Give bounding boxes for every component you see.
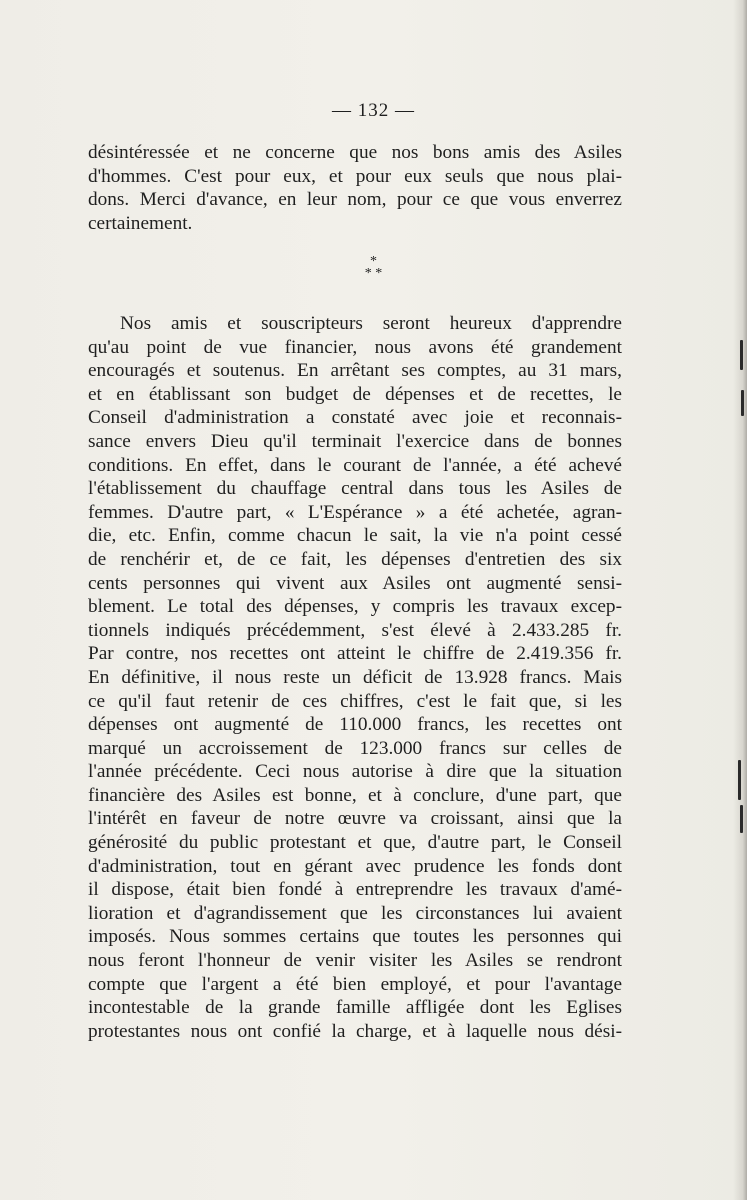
- edge-mark: [740, 805, 743, 833]
- text-line: marqué un accroissement de 123.000 francs sur celles de: [88, 737, 622, 759]
- text-line: ce qu'il faut retenir de ces chiffres, c'est le fait que, si les: [88, 690, 622, 712]
- text-line: Conseil d'administration a constaté avec joie et reconnais-: [88, 407, 622, 429]
- text-line: financière des Asiles est bonne, et à conclure, d'une part, que: [88, 784, 622, 806]
- text-line: et en établissant son budget de dépenses et de recettes, le: [88, 383, 622, 405]
- text-line: compte que l'argent a été bien employé, et pour l'avantage: [88, 973, 622, 995]
- text-line: dépenses ont augmenté de 110.000 francs, les recettes ont: [88, 714, 622, 736]
- page-edge-shadow: [733, 0, 747, 1200]
- text-line: sance envers Dieu qu'il terminait l'exercice dans de bonnes: [88, 430, 622, 452]
- text-line: femmes. D'autre part, « L'Espérance » a été achetée, agran-: [88, 501, 622, 523]
- text-line: l'année précédente. Ceci nous autorise à dire que la situation: [88, 761, 622, 783]
- text-line: tionnels indiqués précédemment, s'est élevé à 2.433.285 fr.: [88, 619, 622, 641]
- text-line: imposés. Nous sommes certains que toutes les personnes qui: [88, 926, 622, 948]
- edge-mark: [741, 390, 744, 416]
- text-line: blement. Le total des dépenses, y compris les travaux excep-: [88, 596, 622, 618]
- text-line: lioration et d'agrandissement que les circonstances lui avaient: [88, 902, 622, 924]
- paragraph-2: [88, 312, 622, 1043]
- text-line: générosité du public protestant et que, d'autre part, le Conseil: [88, 832, 622, 854]
- dinkus-top: *: [370, 254, 377, 269]
- text-line: d'hommes. C'est pour eux, et pour eux seuls que nous plai-: [88, 165, 622, 187]
- text-line: qu'au point de vue financier, nous avons été grandement: [88, 336, 622, 358]
- text-line: encouragés et soutenus. En arrêtant ses comptes, au 31 mars,: [88, 360, 622, 382]
- section-dinkus: [0, 256, 747, 280]
- dinkus-bottom: * *: [364, 266, 383, 281]
- text-line: d'administration, tout en gérant avec prudence les fonds dont: [88, 855, 622, 877]
- text-line: conditions. En effet, dans le courant de l'année, a été achevé: [88, 454, 622, 476]
- edge-mark: [738, 760, 741, 800]
- text-line: l'établissement du chauffage central dans tous les Asiles de: [88, 478, 622, 500]
- edge-mark: [740, 340, 743, 370]
- text-line: incontestable de la grande famille affligée dont les Eglises: [88, 997, 622, 1019]
- text-line: protestantes nous ont confié la charge, et à laquelle nous dési-: [88, 1020, 622, 1042]
- text-line: Par contre, nos recettes ont atteint le chiffre de 2.419.356 fr.: [88, 643, 622, 665]
- text-line: l'intérêt en faveur de notre œuvre va croissant, ainsi que la: [88, 808, 622, 830]
- page-number: — 132 —: [332, 100, 415, 121]
- text-line: nous feront l'honneur de venir visiter les Asiles se rendront: [88, 950, 622, 972]
- text-line: de renchérir et, de ce fait, les dépenses d'entretien des six: [88, 548, 622, 570]
- text-line: il dispose, était bien fondé à entreprendre les travaux d'amé-: [88, 879, 622, 901]
- text-line: Nos amis et souscripteurs seront heureux d'apprendre: [120, 313, 622, 334]
- text-line: En définitive, il nous reste un déficit de 13.928 francs. Mais: [88, 666, 622, 688]
- text-line: désintéressée et ne concerne que nos bons amis des Asiles: [88, 142, 622, 163]
- text-line: certainement.: [88, 212, 193, 234]
- paragraph-1: [88, 141, 622, 235]
- text-line: die, etc. Enfin, comme chacun le sait, la vie n'a point cessé: [88, 525, 622, 547]
- text-line: cents personnes qui vivent aux Asiles ont augmenté sensi-: [88, 572, 622, 594]
- text-line: dons. Merci d'avance, en leur nom, pour ce que vous enverrez: [88, 189, 622, 211]
